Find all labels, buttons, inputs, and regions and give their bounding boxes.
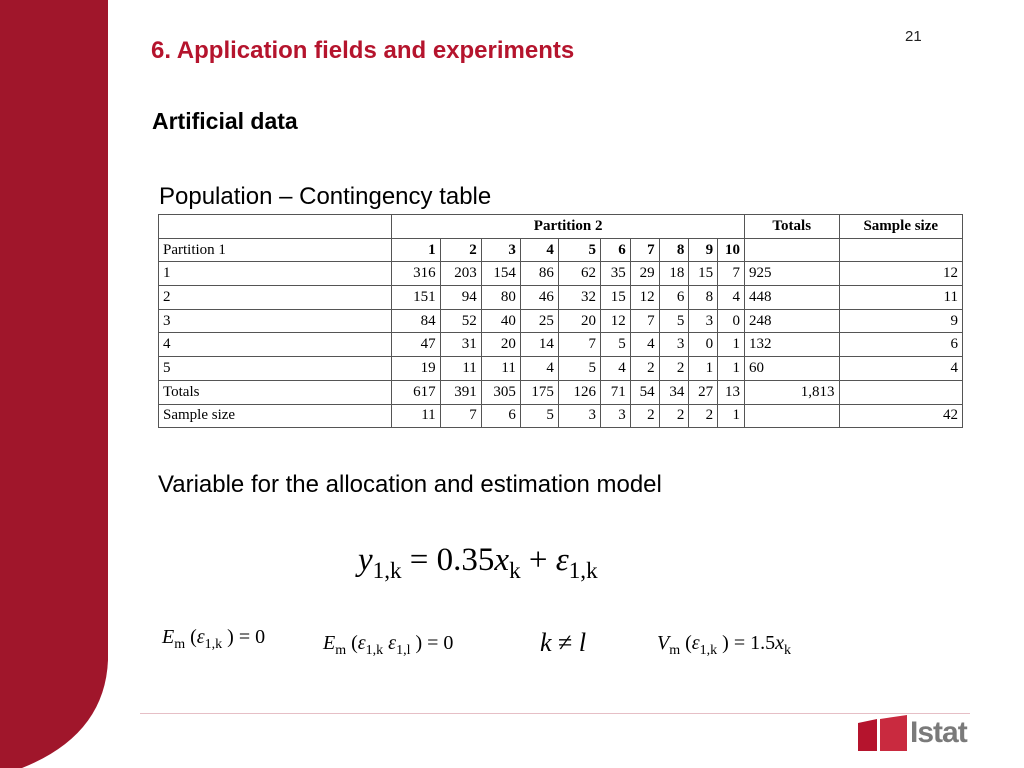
row-total: [744, 404, 839, 428]
row-label: 4: [159, 333, 392, 357]
column-header: 8: [659, 238, 689, 262]
e-symbol: E: [323, 632, 336, 654]
table-cell: 29: [630, 262, 659, 286]
table-cell: 391: [440, 380, 481, 404]
row-total: 60: [744, 357, 839, 381]
epsilon-subscript: 1,k: [204, 636, 223, 652]
table-cell: 1: [718, 333, 745, 357]
table-cell: 6: [659, 286, 689, 310]
table-row: [159, 262, 963, 286]
table-row: [159, 309, 963, 333]
coefficient: 1.5: [750, 632, 776, 654]
footer-divider: [140, 713, 970, 714]
epsilon-symbol: ε: [691, 632, 700, 654]
contingency-table: [158, 214, 963, 428]
table-cell: 27: [689, 380, 718, 404]
table-cell: 1: [718, 357, 745, 381]
table-cell: 40: [481, 309, 520, 333]
table-cell: 14: [520, 333, 558, 357]
plus-sign: +: [528, 542, 548, 578]
sidebar-shape: [0, 0, 108, 768]
table-cell: 3: [659, 333, 689, 357]
row-header-label: Partition 1: [159, 238, 392, 262]
table-cell: 46: [520, 286, 558, 310]
table-cell: 5: [558, 357, 600, 381]
table-cell: 3: [689, 309, 718, 333]
table-cell: 1: [689, 357, 718, 381]
y-subscript: 1,k: [372, 557, 402, 584]
table-row: [159, 286, 963, 310]
table-cell: 154: [481, 262, 520, 286]
table-cell: 19: [392, 357, 440, 381]
table-cell: 13: [718, 380, 745, 404]
table-cell: 7: [440, 404, 481, 428]
table-cell: 6: [481, 404, 520, 428]
column-header: 6: [601, 238, 631, 262]
x-subscript: k: [509, 557, 521, 584]
equals-sign: =: [733, 632, 746, 654]
total-sample-size: 42: [839, 404, 962, 428]
table-cell: 4: [601, 357, 631, 381]
epsilon-subscript: 1,k: [699, 642, 718, 658]
table-corner-cell: [159, 215, 392, 239]
rhs: = 0: [238, 626, 266, 648]
header-sample-size: Sample size: [839, 215, 962, 239]
table-cell: 15: [601, 286, 631, 310]
row-label: 3: [159, 309, 392, 333]
row-sample-size: 4: [839, 357, 962, 381]
x-symbol: x: [494, 542, 510, 578]
row-sample-size: 9: [839, 309, 962, 333]
epsilon-subscript: 1,k: [365, 642, 384, 658]
table-cell: 2: [659, 404, 689, 428]
table-cell: 47: [392, 333, 440, 357]
table-cell: 175: [520, 380, 558, 404]
table-cell: 4: [630, 333, 659, 357]
row-total: 248: [744, 309, 839, 333]
column-header: 4: [520, 238, 558, 262]
table-cell: 31: [440, 333, 481, 357]
table-cell: 20: [558, 309, 600, 333]
table-row: [159, 357, 963, 381]
table-caption: Population – Contingency table: [159, 183, 492, 210]
table-cell: 11: [392, 404, 440, 428]
table-cell: 32: [558, 286, 600, 310]
table-cell: 3: [601, 404, 631, 428]
sample-size-row: [159, 404, 963, 428]
epsilon-subscript: 1,k: [568, 557, 598, 584]
logo-mark-left: [858, 719, 877, 751]
y-symbol: y: [358, 542, 373, 578]
empty-cell: [744, 238, 839, 262]
table-cell: 2: [630, 404, 659, 428]
column-header: 2: [440, 238, 481, 262]
x-subscript: k: [784, 642, 792, 658]
model-equation: [358, 542, 598, 584]
table-cell: 4: [520, 357, 558, 381]
epsilon-symbol: ε: [357, 632, 366, 654]
open-paren: (: [190, 626, 197, 648]
row-total: 132: [744, 333, 839, 357]
row-sample-size: [839, 380, 962, 404]
row-total: 925: [744, 262, 839, 286]
open-paren: (: [351, 632, 358, 654]
table-cell: 11: [440, 357, 481, 381]
row-sample-size: 11: [839, 286, 962, 310]
table-cell: 5: [601, 333, 631, 357]
table-header-row: [159, 215, 963, 239]
table-cell: 5: [520, 404, 558, 428]
table-cell: 305: [481, 380, 520, 404]
row-total: 448: [744, 286, 839, 310]
l-symbol: l: [578, 628, 587, 657]
row-label: 5: [159, 357, 392, 381]
close-paren: ): [227, 626, 234, 648]
table-cell: 203: [440, 262, 481, 286]
table-cell: 25: [520, 309, 558, 333]
slide-title: 6. Application fields and experiments: [151, 37, 575, 64]
column-header: 9: [689, 238, 718, 262]
table-cell: 11: [481, 357, 520, 381]
table-cell: 7: [718, 262, 745, 286]
column-header: 7: [630, 238, 659, 262]
expectation-equation: [162, 626, 266, 652]
table-cell: 8: [689, 286, 718, 310]
table-cell: 18: [659, 262, 689, 286]
table-cell: 54: [630, 380, 659, 404]
sidebar-decoration: [0, 0, 120, 768]
table-cell: 7: [630, 309, 659, 333]
e-subscript: m: [335, 642, 347, 658]
not-equal-sign: ≠: [558, 628, 573, 657]
coefficient: 0.35: [436, 542, 495, 578]
covariance-equation: [323, 632, 454, 658]
close-paren: ): [722, 632, 729, 654]
epsilon-symbol: ε: [555, 542, 569, 578]
table-cell: 126: [558, 380, 600, 404]
table-cell: 617: [392, 380, 440, 404]
v-symbol: V: [657, 632, 670, 654]
row-label: Sample size: [159, 404, 392, 428]
grand-total: 1,813: [744, 380, 839, 404]
table-cell: 15: [689, 262, 718, 286]
table-cell: 5: [659, 309, 689, 333]
table-cell: 3: [558, 404, 600, 428]
open-paren: (: [685, 632, 692, 654]
x-symbol: x: [775, 632, 785, 654]
rhs: = 0: [427, 632, 454, 654]
table-cell: 71: [601, 380, 631, 404]
row-sample-size: 6: [839, 333, 962, 357]
table-cell: 62: [558, 262, 600, 286]
header-totals: Totals: [744, 215, 839, 239]
table-cell: 7: [558, 333, 600, 357]
header-partition-2: Partition 2: [392, 215, 745, 239]
column-header: 3: [481, 238, 520, 262]
e-subscript: m: [174, 636, 186, 652]
k-symbol: k: [540, 628, 552, 657]
table-cell: 2: [659, 357, 689, 381]
row-label: 2: [159, 286, 392, 310]
table-cell: 20: [481, 333, 520, 357]
variable-caption: Variable for the allocation and estimation model: [158, 471, 662, 498]
table-cell: 12: [630, 286, 659, 310]
epsilon-subscript: 1,l: [396, 642, 411, 658]
istat-logo-icon: [857, 715, 909, 755]
table-cell: 151: [392, 286, 440, 310]
table-row: [159, 333, 963, 357]
epsilon-symbol: ε: [196, 626, 205, 648]
table-cell: 35: [601, 262, 631, 286]
table-cell: 94: [440, 286, 481, 310]
row-label: 1: [159, 262, 392, 286]
column-header: 10: [718, 238, 745, 262]
logo-mark-right: [880, 715, 907, 751]
logo-text: Istat: [910, 716, 967, 749]
inequality: [540, 628, 586, 658]
close-paren: ): [415, 632, 423, 654]
table-cell: 52: [440, 309, 481, 333]
variance-equation: [657, 632, 792, 658]
totals-row: [159, 380, 963, 404]
row-sample-size: 12: [839, 262, 962, 286]
table-cell: 80: [481, 286, 520, 310]
table-cell: 2: [689, 404, 718, 428]
table-cell: 34: [659, 380, 689, 404]
table-cell: 316: [392, 262, 440, 286]
empty-cell: [839, 238, 962, 262]
slide-subtitle: Artificial data: [152, 108, 298, 134]
table-cell: 84: [392, 309, 440, 333]
table-cell: 0: [689, 333, 718, 357]
v-subscript: m: [669, 642, 681, 658]
table-cell: 1: [718, 404, 745, 428]
row-label: Totals: [159, 380, 392, 404]
e-symbol: E: [162, 626, 175, 648]
epsilon-symbol: ε: [388, 632, 397, 654]
table-cell: 86: [520, 262, 558, 286]
column-header: 1: [392, 238, 440, 262]
table-cell: 4: [718, 286, 745, 310]
equals-sign: =: [409, 542, 429, 578]
table-column-row: [159, 238, 963, 262]
table-cell: 12: [601, 309, 631, 333]
table-cell: 2: [630, 357, 659, 381]
column-header: 5: [558, 238, 600, 262]
table-cell: 0: [718, 309, 745, 333]
slide-number: 21: [905, 28, 922, 45]
